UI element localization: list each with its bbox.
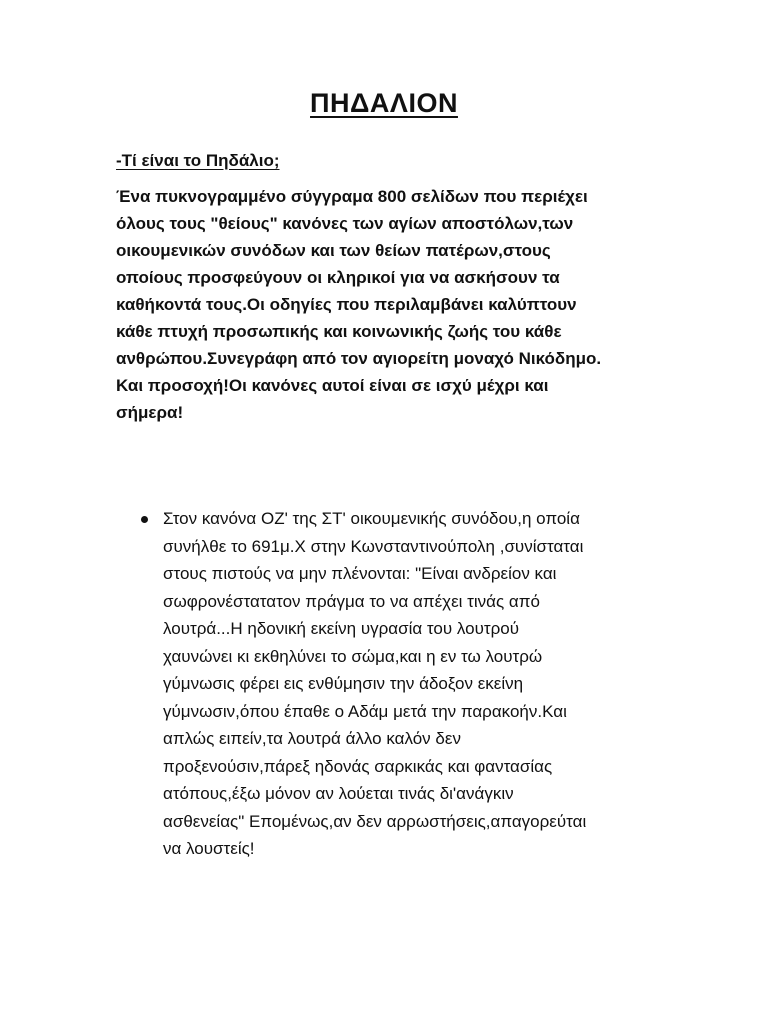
bullet-line: Στον κανόνα ΟΖ' της ΣΤ' οικουμενικής συνόδου,η οποία — [163, 509, 580, 528]
bullet-line: απλώς ειπείν,τα λουτρά άλλο καλόν δεν — [163, 729, 461, 748]
intro-line: όλους τους "θείους" κανόνες των αγίων αποστόλων,των — [116, 214, 574, 233]
intro-line: κάθε πτυχή προσωπικής και κοινωνικής ζωής του κάθε — [116, 322, 562, 341]
bullet-line: συνήλθε το 691μ.Χ στην Κωνσταντινούπολη ,συνίσταται — [163, 536, 584, 556]
intro-line: οικουμενικών συνόδων και των θείων πατέρων,στους — [116, 241, 551, 260]
intro-line: καθήκοντά τους.Οι οδηγίες που περιλαμβάνει καλύπτουν — [116, 295, 577, 314]
bullet-line: ατόπους,έξω μόνον αν λούεται τινάς δι'ανάγκιν — [163, 784, 514, 803]
bullet-line: στους πιστούς να μην πλένονται: "Είναι ανδρείον και — [163, 564, 557, 583]
intro-line: Ένα πυκνογραμμένο σύγγραμα 800 σελίδων που περιέχει — [116, 187, 588, 206]
bullet-line: να λουστείς! — [163, 839, 255, 858]
intro-line: ανθρώπου.Συνεγράφη από τον αγιορείτη μοναχό Νικόδημο. — [116, 349, 602, 368]
bullet-line: σωφρονέστατατον πράγμα το να απέχει τινάς από — [163, 591, 540, 611]
question-heading: -Τί είναι το Πηδάλιο; — [116, 151, 280, 170]
bullet-line: ασθενείας" Επομένως,αν δεν αρρωστήσεις,απαγορεύται — [163, 811, 587, 831]
intro-line: Και προσοχή!Οι κανόνες αυτοί είναι σε ισχύ μέχρι και — [116, 376, 549, 395]
bullet-line: γύμνωσιν,όπου έπαθε ο Αδάμ μετά την παρακοήν.Και — [163, 701, 567, 721]
document-title: ΠΗΔΑΛΙΟΝ — [310, 88, 458, 118]
intro-line: οποίους προσφεύγουν οι κληρικοί για να ασκήσουν τα — [116, 268, 560, 287]
intro-paragraph — [116, 183, 664, 426]
bullet-list — [116, 505, 656, 863]
bullet-line: λουτρά...Η ηδονική εκείνη υγρασία του λουτρού — [163, 619, 520, 638]
bullet-line: προξενούσιν,πάρεξ ηδονάς σαρκικάς και φαντασίας — [163, 756, 553, 776]
bullet-item — [116, 505, 656, 863]
bullet-line: χαυνώνει κι εκθηλύνει το σώμα,και η εν τω λουτρώ — [163, 646, 543, 666]
intro-line: σήμερα! — [116, 403, 184, 422]
bullet-line: γύμνωσις φέρει εις ενθύμησιν την άδοξον εκείνη — [163, 674, 524, 693]
bullet-dot-icon — [141, 516, 148, 523]
